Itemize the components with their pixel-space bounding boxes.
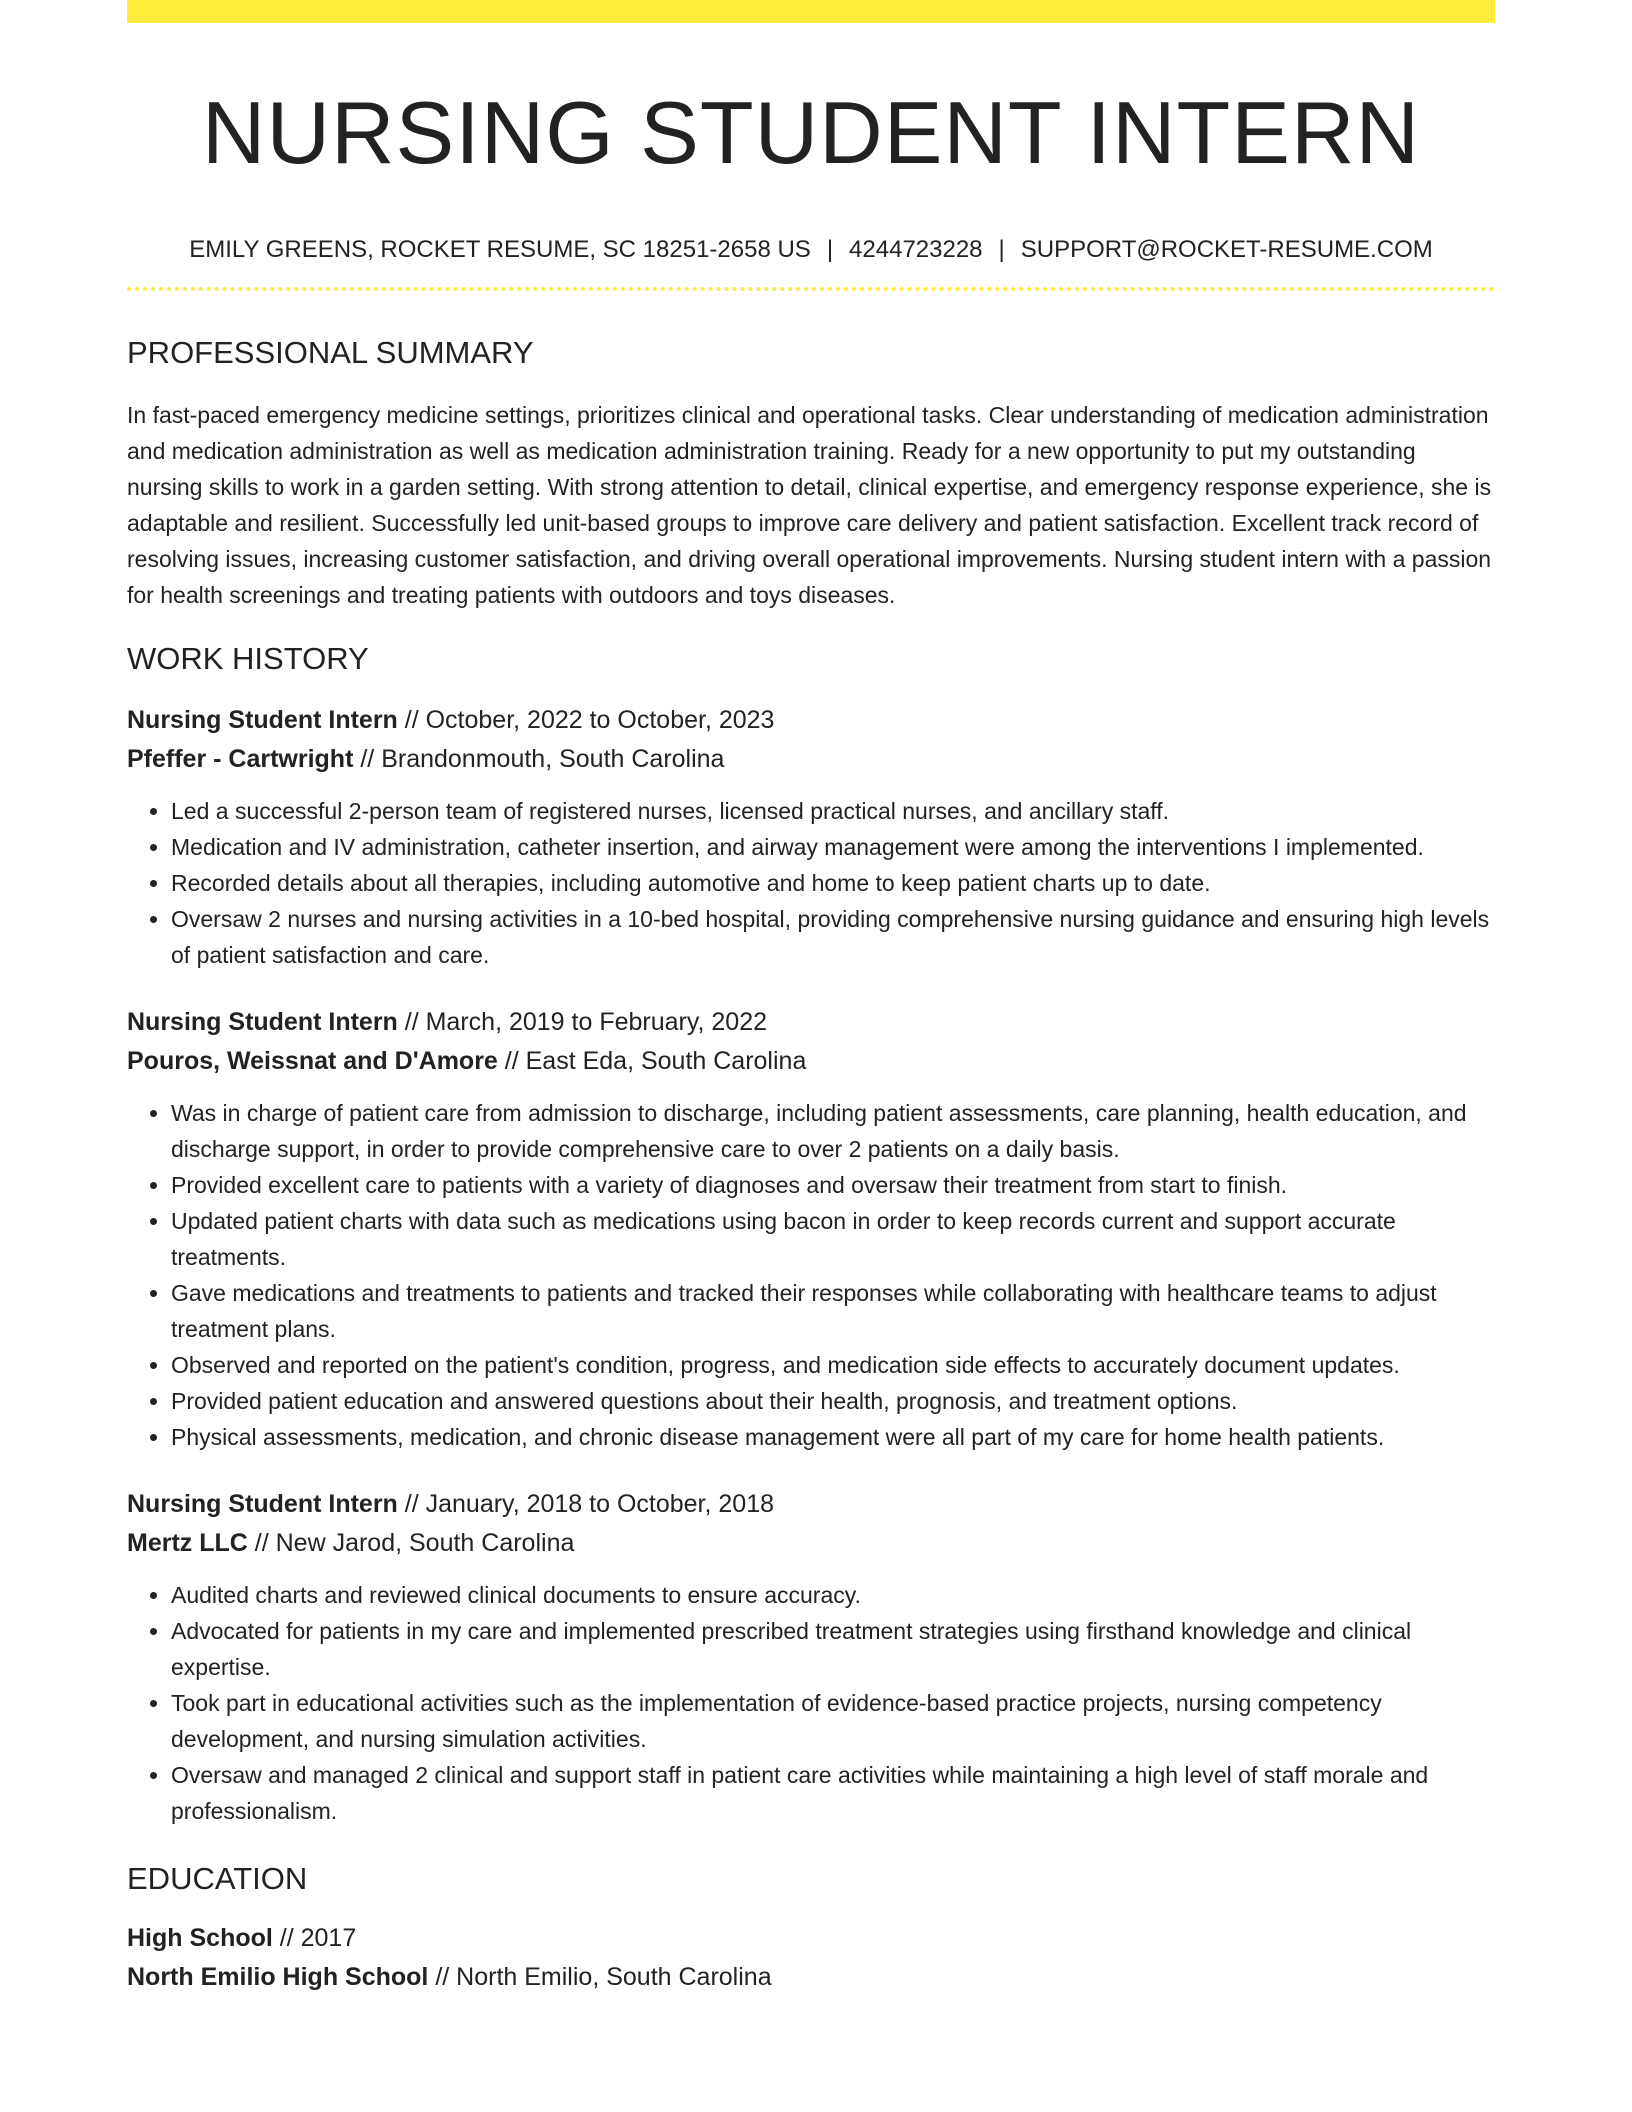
- summary-heading: PROFESSIONAL SUMMARY: [127, 335, 534, 370]
- contact-email: SUPPORT@ROCKET-RESUME.COM: [1020, 236, 1433, 263]
- contact-address: EMILY GREENS, ROCKET RESUME, SC 18251-2658 US: [189, 236, 811, 263]
- job-company: Mertz LLC: [127, 1529, 248, 1557]
- job-dates: // March, 2019 to February, 2022: [397, 1008, 768, 1036]
- job-bullet: • Oversaw and managed 2 clinical and support staff in patient care activities while maintaining a high level of staff morale and professionalism.: [171, 1757, 1495, 1829]
- job-bullet: • Provided excellent care to patients with a variety of diagnoses and oversaw their treatment from start to finish.: [171, 1167, 1495, 1203]
- education-heading: EDUCATION: [127, 1861, 308, 1896]
- job-title: Nursing Student Intern: [127, 706, 398, 734]
- job-company: Pouros, Weissnat and D'Amore: [127, 1047, 498, 1075]
- job-bullet: • Updated patient charts with data such as medications using bacon in order to keep records current and support accurate treatments.: [171, 1203, 1495, 1275]
- accent-top-bar: [127, 0, 1495, 23]
- job-company: Pfeffer - Cartwright: [127, 745, 354, 773]
- education-entry: [127, 1919, 1495, 1997]
- education-school-line: [127, 1958, 1495, 1997]
- contact-phone: 4244723228: [849, 236, 983, 263]
- job-bullet: • Medication and IV administration, catheter insertion, and airway management were among the interventions I implemented.: [171, 829, 1495, 865]
- job-company-line: [127, 1042, 1495, 1081]
- education-location: // North Emilio, South Carolina: [428, 1963, 772, 1991]
- contact-line: [127, 235, 1495, 265]
- job-bullet: • Physical assessments, medication, and chronic disease management were all part of my care for home health patients.: [171, 1419, 1495, 1455]
- job-entry: [127, 1003, 1495, 1455]
- job-bullet: • Took part in educational activities such as the implementation of evidence-based practice projects, nursing competency development, and nursing simulation activities.: [171, 1685, 1495, 1757]
- job-location: // East Eda, South Carolina: [497, 1047, 807, 1075]
- job-bullet: • Recorded details about all therapies, including automotive and home to keep patient charts up to date.: [171, 865, 1495, 901]
- education-degree: High School: [127, 1924, 273, 1952]
- job-location: // Brandonmouth, South Carolina: [353, 745, 725, 773]
- job-bullet: • Audited charts and reviewed clinical documents to ensure accuracy.: [171, 1577, 1495, 1613]
- job-dates: // January, 2018 to October, 2018: [397, 1490, 774, 1518]
- contact-separator: |: [826, 236, 834, 263]
- resume-title: NURSING STUDENT INTERN: [201, 83, 1421, 182]
- job-title: Nursing Student Intern: [127, 1490, 398, 1518]
- contact-separator: |: [998, 236, 1005, 263]
- job-title-line: [127, 701, 1495, 740]
- job-bullets: [127, 793, 1495, 973]
- education-school: North Emilio High School: [127, 1963, 429, 1991]
- job-company-line: [127, 740, 1495, 779]
- summary-text: In fast-paced emergency medicine settings, prioritizes clinical and operational tasks. Clear understanding of medication administration and medication administration as well as medication administration training. Ready for a new opportunity to put my outstanding nursing skills to work in a garden setting. With strong attention to detail, clinical expertise, and emergency response experience, she is adaptable and resilient. Successfully led unit-based groups to improve care delivery and patient satisfaction. Excellent track record of resolving issues, increasing customer satisfaction, and driving overall operational improvements. Nursing student intern with a passion for health screenings and treating patients with outdoors and toys diseases.: [127, 402, 1492, 608]
- job-title-line: [127, 1003, 1495, 1042]
- job-bullet: • Gave medications and treatments to patients and tracked their responses while collaborating with healthcare teams to adjust treatment plans.: [171, 1275, 1495, 1347]
- job-bullet: • Led a successful 2-person team of registered nurses, licensed practical nurses, and ancillary staff.: [171, 793, 1495, 829]
- job-bullet: • Observed and reported on the patient's condition, progress, and medication side effects to accurately document updates.: [171, 1347, 1495, 1383]
- job-bullet: • Was in charge of patient care from admission to discharge, including patient assessments, care planning, health education, and discharge support, in order to provide comprehensive care to over 2 patients on a daily basis.: [171, 1095, 1495, 1167]
- job-bullet: • Oversaw 2 nurses and nursing activities in a 10-bed hospital, providing comprehensive nursing guidance and ensuring high levels of patient satisfaction and care.: [171, 901, 1495, 973]
- education-degree-line: [127, 1919, 1495, 1958]
- job-bullet: • Provided patient education and answered questions about their health, prognosis, and treatment options.: [171, 1383, 1495, 1419]
- education-year: // 2017: [272, 1924, 357, 1952]
- job-location: // New Jarod, South Carolina: [247, 1529, 575, 1557]
- job-title-line: [127, 1485, 1495, 1524]
- job-entry: [127, 701, 1495, 973]
- job-company-line: [127, 1524, 1495, 1563]
- job-bullets: [127, 1095, 1495, 1455]
- job-title: Nursing Student Intern: [127, 1008, 398, 1036]
- work-history-heading: WORK HISTORY: [127, 641, 369, 676]
- dotted-divider: [127, 287, 1495, 291]
- job-entry: [127, 1485, 1495, 1829]
- job-dates: // October, 2022 to October, 2023: [397, 706, 775, 734]
- job-bullet: • Advocated for patients in my care and implemented prescribed treatment strategies using firsthand knowledge and clinical expertise.: [171, 1613, 1495, 1685]
- resume-page: [127, 0, 1495, 1997]
- job-bullets: [127, 1577, 1495, 1829]
